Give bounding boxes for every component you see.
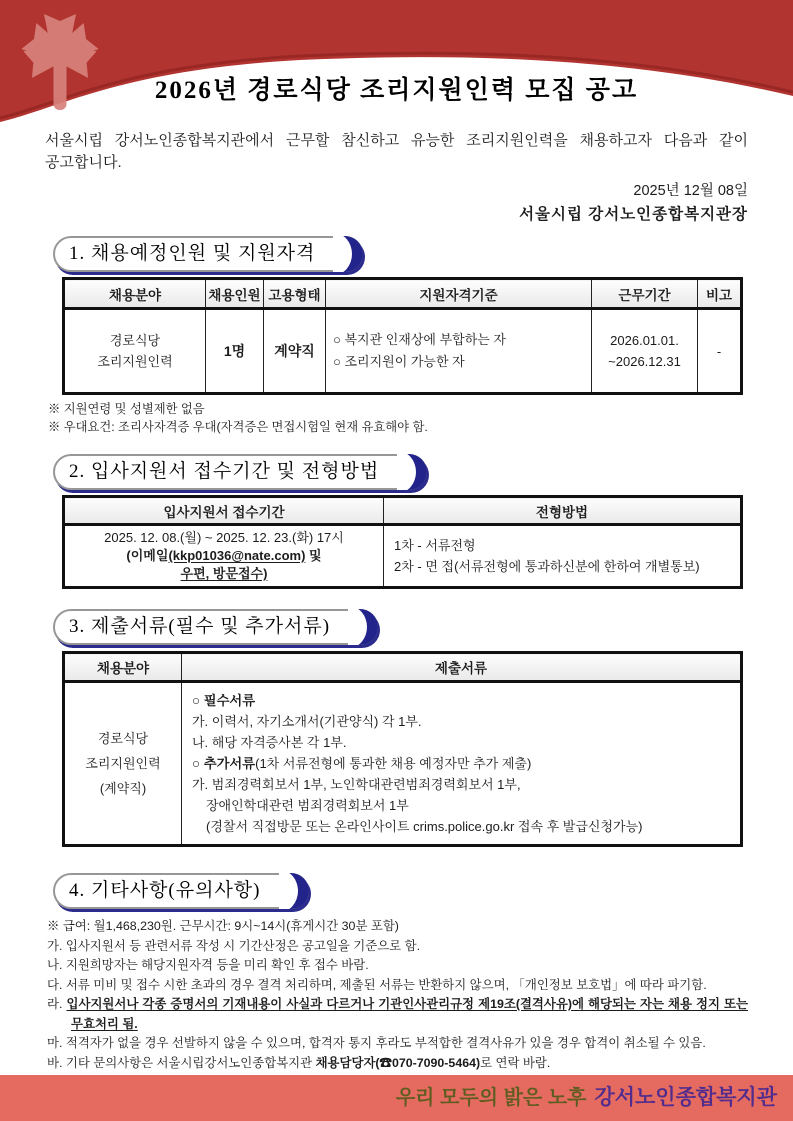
note-line: ※ 우대요건: 조리사자격증 우대(자격증은 면접시험일 현재 유효해야 함. — [48, 419, 428, 434]
cell-apply-period: 2025. 12. 08.(월) ~ 2025. 12. 23.(화) 17시 (이메일(kkp01036@nate.com) 및 우편, 방문접수) — [64, 525, 384, 588]
col-header-field2: 채용분야 — [64, 653, 182, 682]
cell-selection-method: 1차 - 서류전형 2차 - 면 접(서류전형에 통과하신분에 한하여 개별통보) — [384, 525, 742, 588]
cell-field2: 경로식당 조리지원인력 (계약직) — [64, 682, 182, 846]
section1-title: 1. 채용예정인원 및 지원자격 — [69, 243, 316, 264]
crescent-icon — [397, 454, 427, 490]
issue-website-note: (경찰서 직접방문 또는 온라인사이트 crims.police.go.kr 접속 후 발급신청가능) — [206, 819, 643, 834]
header-curve-decoration — [0, 0, 793, 125]
col-header-count: 채용인원 — [206, 279, 264, 309]
documents-table-row — [64, 682, 742, 846]
col-header-type: 고용형태 — [264, 279, 326, 309]
recruitment-table-header-row — [64, 279, 742, 309]
crescent-icon — [279, 873, 309, 909]
notice-item-ra: 라. 입사지원서나 각종 증명서의 기재내용이 사실과 다르거나 기관인사관리규정 제19조(결격사유)에 해당되는 자는 채용 정지 또는 무효처리 됨. — [47, 997, 748, 1031]
notice-list — [47, 917, 748, 1073]
crescent-icon — [348, 609, 378, 645]
cell-count: 1명 — [206, 309, 264, 394]
notice-item-da: 다. 서류 미비 및 접수 시한 초과의 경우 결격 처리하며, 제출된 서류는 반환하지 않으며, 「개인정보 보호법」에 따라 파기함. — [47, 977, 707, 992]
col-header-selection-method: 전형방법 — [384, 497, 742, 525]
section1-notes — [48, 401, 748, 436]
footer-org-name: 강서노인종합복지관 — [594, 1086, 777, 1109]
col-header-period: 근무기간 — [592, 279, 698, 309]
section2-title: 2. 입사지원서 접수기간 및 전형방법 — [69, 461, 380, 482]
cell-documents: ○ 필수서류 가. 이력서, 자기소개서(기관양식) 각 1부. 나. 해당 자격증사본 각 1부. ○ 추가서류(1차 서류전형에 통과한 채용 예정자만 추가 제출) 가. 범죄경력회보서 1부, 노인학대관련범죄경력회보서 1부, 장애인학대관련 범죄경력회보서 1부 (경찰서 직접방문 또는 온라인사이트 crims.police.go.kr 접속 후 발급신청가능) — [182, 682, 742, 846]
announcement-signer: 서울시립 강서노인종합복지관장 — [519, 206, 748, 223]
col-header-remark: 비고 — [698, 279, 742, 309]
documents-table — [62, 651, 743, 847]
contact-phone: 채용담당자(☎070-7090-5464) — [315, 1055, 481, 1070]
section4-heading — [53, 873, 309, 909]
cell-period: 2026.01.01. ~2026.12.31 — [592, 309, 698, 394]
document-body — [0, 130, 793, 1073]
note-line: ※ 지원연령 및 성별제한 없음 — [48, 402, 205, 416]
col-header-qualification: 지원자격기준 — [326, 279, 592, 309]
col-header-apply-period: 입사지원서 접수기간 — [64, 497, 384, 525]
page-title: 2026년 경로식당 조리지원인력 모집 공고 — [154, 77, 639, 104]
cell-type: 계약직 — [264, 309, 326, 394]
notice-item-na: 나. 지원희망자는 해당지원자격 등을 미리 확인 후 접수 바람. — [47, 958, 369, 972]
recruitment-table — [62, 277, 743, 395]
cell-field: 경로식당 조리지원인력 — [64, 309, 206, 394]
section1-heading — [53, 236, 363, 272]
crescent-icon — [333, 236, 363, 272]
header-banner — [0, 0, 793, 125]
intro-paragraph: 서울시립 강서노인종합복지관에서 근무할 참신하고 유능한 조리지원인력을 채용하고자 다음과 같이 공고합니다. — [45, 132, 748, 171]
schedule-table-header-row — [64, 497, 742, 525]
cell-remark: - — [698, 309, 742, 394]
application-schedule-table — [62, 495, 743, 589]
schedule-table-row — [64, 525, 742, 588]
section2-heading — [53, 454, 427, 490]
announcement-date: 2025년 12월 08일 — [633, 183, 748, 199]
salary-note: ※ 급여: 월1,468,230원. 근무시간: 9시~14시(휴게시간 30분 포함) — [47, 919, 399, 933]
recruitment-table-row — [64, 309, 742, 394]
notice-item-ma: 마. 적격자가 없을 경우 선발하지 않을 수 있으며, 합격자 통지 후라도 부적합한 결격사유가 있을 경우 합격이 취소될 수 있음. — [47, 1036, 706, 1050]
col-header-field: 채용분야 — [64, 279, 206, 309]
section3-title: 3. 제출서류(필수 및 추가서류) — [69, 616, 331, 637]
section3-heading — [53, 609, 378, 645]
application-email: (kkp01036@nate.com) — [168, 548, 306, 563]
section4-title: 4. 기타사항(유의사항) — [69, 880, 261, 901]
footer-banner — [0, 1075, 793, 1121]
notice-item-ga: 가. 입사지원서 등 관련서류 작성 시 기간산정은 공고일을 기준으로 함. — [47, 938, 421, 953]
footer-tagline: 우리 모두의 밝은 노후 — [395, 1087, 587, 1109]
notice-item-ba: 바. 기타 문의사항은 서울시립강서노인종합복지관 채용담당자(☎070-7090-5464)로 연락 바람. — [47, 1055, 551, 1070]
documents-table-header-row — [64, 653, 742, 682]
col-header-documents: 제출서류 — [182, 653, 742, 682]
cell-qualification: ○ 복지관 인재상에 부합하는 자 ○ 조리지원이 가능한 자 — [326, 309, 592, 394]
